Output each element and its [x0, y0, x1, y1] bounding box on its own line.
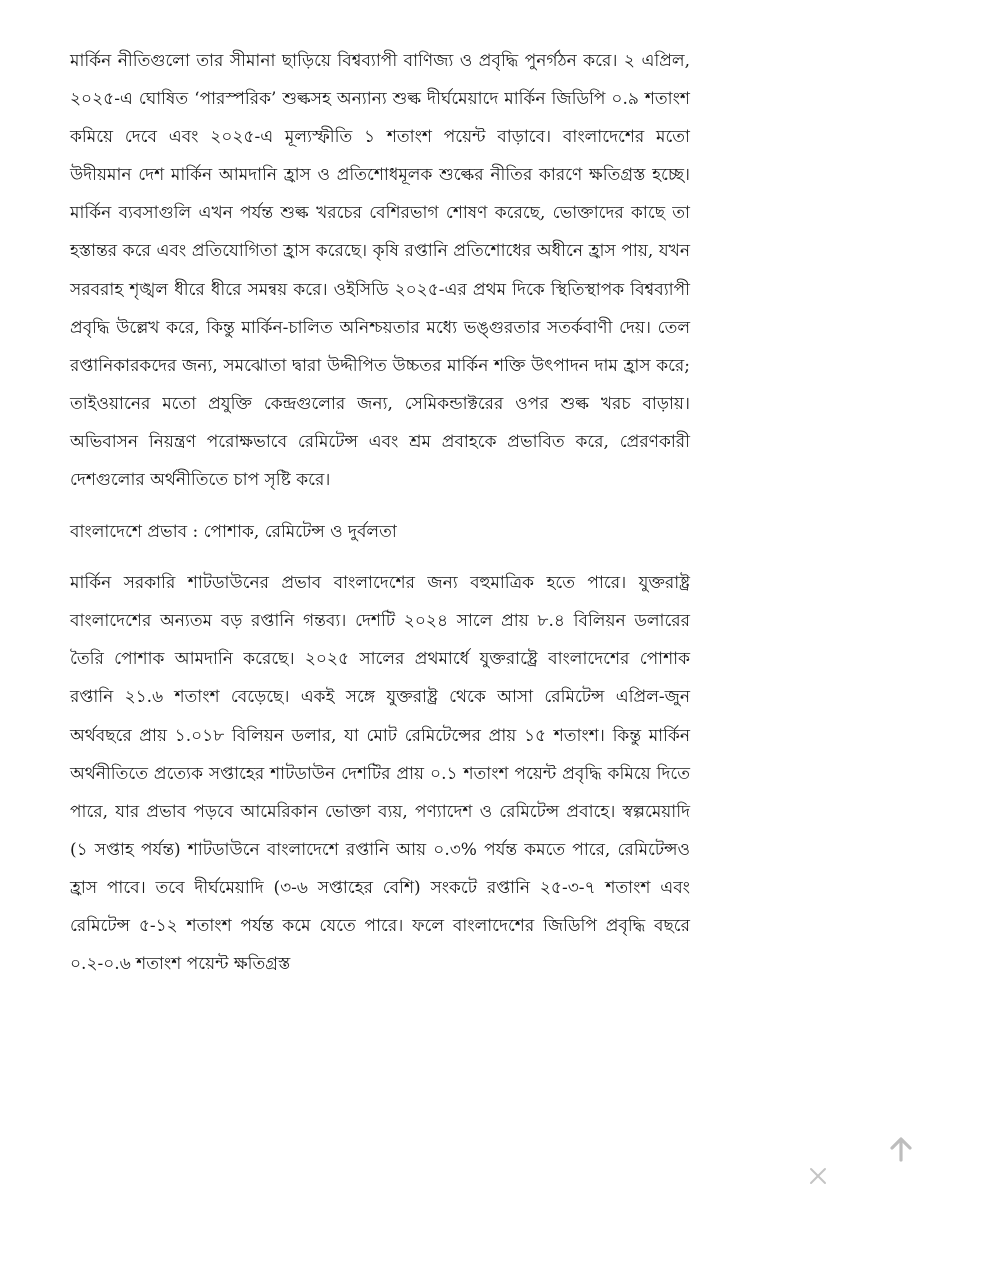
close-icon — [809, 1167, 827, 1185]
paragraph-us-policy: মার্কিন নীতিগুলো তার সীমানা ছাড়িয়ে বিশ্বব্যাপী বাণিজ্য ও প্রবৃদ্ধি পুনর্গঠন করে। ২ এপ্রিল, ২০২৫-এ ঘোষিত ‘পারস্পরিক’ শুল্কসহ অন্যান্য শুল্ক দীর্ঘমেয়াদে মার্কিন জিডিপি ০.৯ শতাংশ কমিয়ে দেবে এবং ২০২৫-এ মূল্যস্ফীতি ১ শতাংশ পয়েন্ট বাড়াবে। বাংলাদেশের মতো উদীয়মান দেশ মার্কিন আমদানি হ্রাস ও প্রতিশোধমূলক শুল্কের নীতির কারণে ক্ষতিগ্রস্ত হচ্ছে। মার্কিন ব্যবসাগুলি এখন পর্যন্ত শুল্ক খরচের বেশিরভাগ শোষণ করেছে, ভোক্তাদের কাছে তা হস্তান্তর করে এবং প্রতিযোগিতা হ্রাস করেছে। কৃষি রপ্তানি প্রতিশোধের অধীনে হ্রাস পায়, যখন সরবরাহ শৃঙ্খল ধীরে ধীরে সমন্বয় করে। ওইসিডি ২০২৫-এর প্রথম দিকে স্থিতিস্থাপক বিশ্বব্যাপী প্রবৃদ্ধি উল্লেখ করে, কিন্তু মার্কিন-চালিত অনিশ্চয়তার মধ্যে ভঙ্গুরতার সতর্কবাণী দেয়। তেল রপ্তানিকারকদের জন্য, সমঝোতা দ্বারা উদ্দীপিত উচ্চতর মার্কিন শক্তি উৎপাদন দাম হ্রাস করে; তাইওয়ানের মতো প্রযুক্তি কেন্দ্রগুলোর জন্য, সেমিকন্ডাক্টরের ওপর শুল্ক খরচ বাড়ায়। অভিবাসন নিয়ন্ত্রণ পরোক্ষভাবে রেমিটেন্স এবং শ্রম প্রবাহকে প্রভাবিত করে, প্রেরণকারী দেশগুলোর অর্থনীতিতে চাপ সৃষ্টি করে। — [70, 51, 690, 491]
article-body — [70, 42, 690, 983]
paragraph-shutdown-impact: মার্কিন সরকারি শাটডাউনের প্রভাব বাংলাদেশের জন্য বহুমাত্রিক হতে পারে। যুক্তরাষ্ট্র বাংলাদেশের অন্যতম বড় রপ্তানি গন্তব্য। দেশটি ২০২৪ সালে প্রায় ৮.৪ বিলিয়ন ডলারের তৈরি পোশাক আমদানি করেছে। ২০২৫ সালের প্রথমার্ধে যুক্তরাষ্ট্রে বাংলাদেশের পোশাক রপ্তানি ২১.৬ শতাংশ বেড়েছে। একই সঙ্গে যুক্তরাষ্ট্র থেকে আসা রেমিটেন্স এপ্রিল-জুন অর্থবছরে প্রায় ১.০১৮ বিলিয়ন ডলার, যা মোট রেমিটেন্সের প্রায় ১৫ শতাংশ। কিন্তু মার্কিন অর্থনীতিতে প্রত্যেক সপ্তাহের শাটডাউন দেশটির প্রায় ০.১ শতাংশ পয়েন্ট প্রবৃদ্ধি কমিয়ে দিতে পারে, যার প্রভাব পড়বে আমেরিকান ভোক্তা ব্যয়, পণ্যাদেশ ও রেমিটেন্স প্রবাহে। স্বল্পমেয়াদি (১ সপ্তাহ পর্যন্ত) শাটডাউনে বাংলাদেশে রপ্তানি আয় ০.৩% পর্যন্ত কমতে পারে, রেমিটেন্সও হ্রাস পাবে। তবে দীর্ঘমেয়াদি (৩-৬ সপ্তাহের বেশি) সংকটে রপ্তানি ২৫-৩-৭ শতাংশ এবং রেমিটেন্স ৫-১২ শতাংশ পর্যন্ত কমে যেতে পারে। ফলে বাংলাদেশের জিডিপি প্রবৃদ্ধি বছরে ০.২-০.৬ শতাংশ পয়েন্ট ক্ষতিগ্রস্ত — [70, 573, 690, 975]
close-button[interactable] — [803, 1161, 833, 1191]
scroll-to-top-button[interactable] — [886, 1134, 916, 1164]
arrow-up-icon — [888, 1135, 914, 1163]
section-heading-bangladesh-impact: বাংলাদেশে প্রভাব : পোশাক, রেমিটেন্স ও দুর্বলতা — [70, 522, 397, 543]
